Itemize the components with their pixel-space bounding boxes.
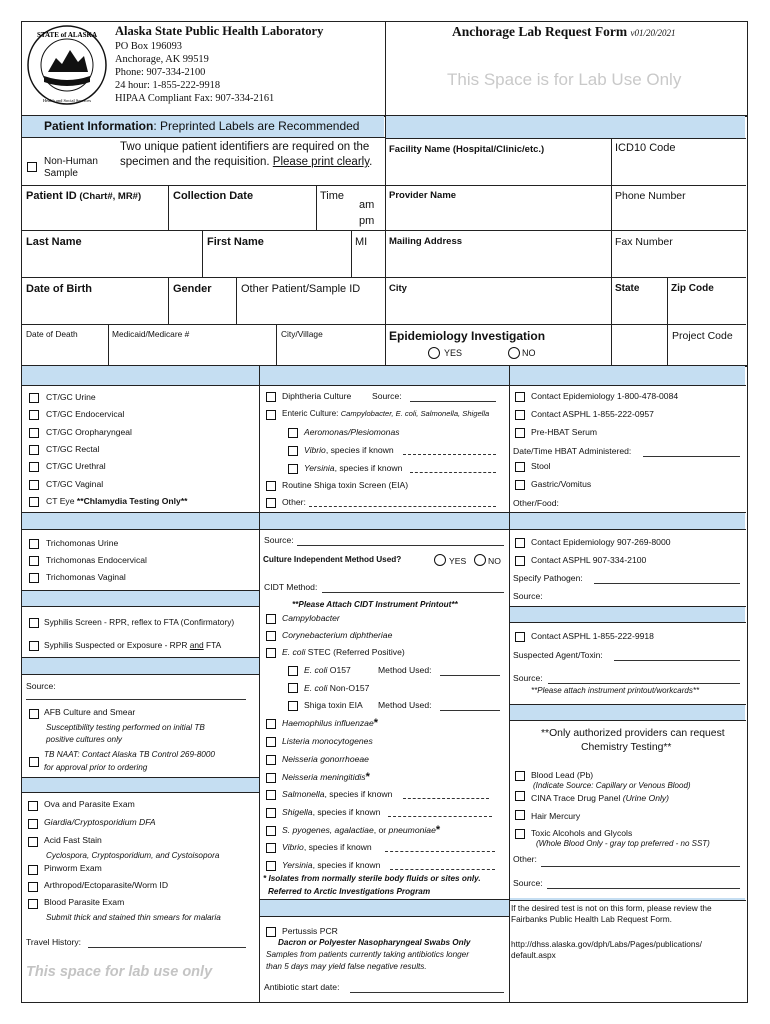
ecoli-non-o157-checkbox[interactable] bbox=[288, 683, 298, 693]
yersinia-2-checkbox[interactable] bbox=[266, 861, 276, 871]
other-food-label: Other/Food: bbox=[513, 498, 559, 508]
col2-other-label: Other: bbox=[282, 497, 306, 507]
yersinia-2-label: Yersinia, species if known bbox=[282, 860, 381, 870]
authorized-note-2: Chemistry Testing** bbox=[581, 742, 672, 753]
address-line-1: PO Box 196093 bbox=[115, 41, 182, 52]
enteric-label: Enteric Culture: Campylobacter, E. coli, Salmonella, Shigella bbox=[282, 409, 490, 418]
sterile-note-1: * Isolates from normally sterile body fluids or sites only. bbox=[263, 874, 481, 883]
phone-number-label: Phone Number bbox=[615, 190, 686, 202]
strep-checkbox[interactable] bbox=[266, 826, 276, 836]
desired-note-2: Fairbanks Public Health Lab Request Form. bbox=[511, 914, 672, 924]
epi-yes-label: YES bbox=[444, 348, 463, 358]
ctgc-endocervical-label: CT/GC Endocervical bbox=[46, 409, 125, 419]
shigella-checkbox[interactable] bbox=[266, 808, 276, 818]
lab-use-text: This Space is for Lab Use Only bbox=[447, 70, 682, 89]
gastric-label: Gastric/Vomitus bbox=[531, 479, 592, 489]
afb-checkbox[interactable] bbox=[29, 709, 39, 719]
contact-asphl-2-checkbox[interactable] bbox=[515, 556, 525, 566]
campy-checkbox[interactable] bbox=[266, 614, 276, 624]
giardia-label: Giardia/Cryptosporidium DFA bbox=[44, 817, 156, 827]
aeromonas-checkbox[interactable] bbox=[288, 428, 298, 438]
hair-mercury-label: Hair Mercury bbox=[531, 811, 581, 821]
non-human-checkbox[interactable] bbox=[27, 162, 37, 172]
city-village-label: City/Village bbox=[281, 329, 323, 339]
acid-fast-checkbox[interactable] bbox=[28, 837, 38, 847]
mi-label: MI bbox=[355, 236, 368, 248]
salmonella-label: Salmonella, species if known bbox=[282, 789, 393, 799]
patient-id-label: Patient ID (Chart#, MR#) bbox=[26, 190, 142, 202]
contact-epi-2-checkbox[interactable] bbox=[515, 538, 525, 548]
trich-urine-label: Trichomonas Urine bbox=[46, 538, 119, 548]
gastric-checkbox[interactable] bbox=[515, 480, 525, 490]
pertussis-checkbox[interactable] bbox=[266, 927, 276, 937]
vibrio-2-label: Vibrio, species if known bbox=[282, 842, 372, 852]
alaska-seal-icon bbox=[26, 24, 108, 106]
contact-asphl-2-label: Contact ASPHL 907-334-2100 bbox=[531, 555, 647, 565]
authorized-note-1: **Only authorized providers can request bbox=[541, 728, 725, 739]
patient-section-title: Patient Information: Preprinted Labels are Recommended bbox=[44, 119, 360, 133]
meningitidis-label: Neisseria meningitidis* bbox=[282, 771, 370, 783]
method-used-label-1: Method Used: bbox=[378, 665, 432, 675]
method-used-label-2: Method Used: bbox=[378, 700, 432, 710]
ct-eye-label: CT Eye **Chlamydia Testing Only** bbox=[46, 496, 188, 506]
col3-other-label: Other: bbox=[513, 854, 537, 864]
cidt-method-label: CIDT Method: bbox=[264, 582, 318, 592]
toxic-alcohols-checkbox[interactable] bbox=[515, 829, 525, 839]
icd10-label: ICD10 Code bbox=[615, 142, 676, 154]
fax-line: HIPAA Compliant Fax: 907-334-2161 bbox=[115, 93, 275, 104]
shigella-label: Shigella, species if known bbox=[282, 807, 381, 817]
aeromonas-label: Aeromonas/Plesiomonas bbox=[304, 427, 400, 437]
dob-label: Date of Birth bbox=[26, 283, 92, 295]
pinworm-label: Pinworm Exam bbox=[44, 863, 102, 873]
epi-no-label: NO bbox=[522, 348, 536, 358]
ecoli-non-o157-label: E. coli Non-O157 bbox=[304, 683, 370, 693]
gender-label: Gender bbox=[173, 283, 212, 295]
tb-naat-checkbox[interactable] bbox=[29, 757, 39, 767]
cidt-yes-label: YES bbox=[449, 556, 467, 566]
hair-mercury-checkbox[interactable] bbox=[515, 810, 525, 820]
epi-yes-radio[interactable] bbox=[428, 347, 440, 359]
non-human-label: Non-Human Sample bbox=[44, 156, 98, 179]
pinworm-checkbox[interactable] bbox=[28, 865, 38, 875]
first-name-label: First Name bbox=[207, 236, 264, 248]
epi-no-radio[interactable] bbox=[508, 347, 520, 359]
contact-asphl-3-label: Contact ASPHL 1-855-222-9918 bbox=[531, 631, 654, 641]
pertussis-note-1: Dacron or Polyester Nasopharyngeal Swabs Only bbox=[278, 938, 471, 947]
am-label: am bbox=[359, 199, 375, 211]
lab-name: Alaska State Public Health Laboratory bbox=[115, 24, 324, 38]
form-version: v01/20/2021 bbox=[630, 28, 676, 38]
stool-label: Stool bbox=[531, 461, 551, 471]
ctgc-vaginal-label: CT/GC Vaginal bbox=[46, 479, 104, 489]
syphilis-suspected-checkbox[interactable] bbox=[29, 641, 39, 651]
ecoli-o157-checkbox[interactable] bbox=[288, 666, 298, 676]
blood-parasite-checkbox[interactable] bbox=[28, 899, 38, 909]
blood-parasite-note: Submit thick and stained thin smears for malaria bbox=[46, 913, 221, 922]
cidt-question: Culture Independent Method Used? bbox=[263, 555, 402, 564]
specify-pathogen-label: Specify Pathogen: bbox=[513, 573, 583, 583]
other-id-label: Other Patient/Sample ID bbox=[241, 283, 361, 295]
blood-lead-label: Blood Lead (Pb) bbox=[531, 770, 594, 780]
afb-label: AFB Culture and Smear bbox=[44, 707, 136, 717]
cina-checkbox[interactable] bbox=[515, 791, 525, 801]
toxic-alcohols-label: Toxic Alcohols and Glycols bbox=[531, 828, 633, 838]
col2-source-label: Source: bbox=[264, 535, 294, 545]
ecoli-stec-label: E. coli STEC (Referred Positive) bbox=[282, 647, 405, 657]
col3-source-label-1: Source: bbox=[513, 591, 543, 601]
identifiers-note-2: specimen and the requisition. Please print clearly. bbox=[120, 156, 373, 168]
gonorrhoeae-checkbox[interactable] bbox=[266, 755, 276, 765]
diphtheria-label: Diphtheria Culture bbox=[282, 391, 352, 401]
hbat-label: Date/Time HBAT Administered: bbox=[513, 446, 632, 456]
cidt-yes-radio[interactable] bbox=[434, 554, 446, 566]
stool-checkbox[interactable] bbox=[515, 462, 525, 472]
tb-naat-note-1: TB NAAT: Contact Alaska TB Control 269-8000 bbox=[44, 750, 215, 759]
medicaid-label: Medicaid/Medicare # bbox=[112, 329, 190, 339]
pre-hbat-checkbox[interactable] bbox=[515, 428, 525, 438]
diphtheria-source-line[interactable] bbox=[410, 401, 496, 402]
provider-label: Provider Name bbox=[389, 190, 457, 201]
gonorrhoeae-label: Neisseria gonorrhoeae bbox=[282, 754, 369, 764]
ct-eye-checkbox[interactable] bbox=[29, 497, 39, 507]
coryne-checkbox[interactable] bbox=[266, 631, 276, 641]
shiga-toxin-label: Shiga toxin EIA bbox=[304, 700, 363, 710]
dod-label: Date of Death bbox=[26, 329, 78, 339]
trich-vaginal-checkbox[interactable] bbox=[29, 573, 39, 583]
pre-hbat-label: Pre-HBAT Serum bbox=[531, 427, 598, 437]
haemophilus-label: Haemophilus influenzae* bbox=[282, 717, 379, 729]
salmonella-checkbox[interactable] bbox=[266, 790, 276, 800]
syphilis-suspected-label: Syphilis Suspected or Exposure - RPR and FTA bbox=[44, 640, 222, 650]
yersinia-label: Yersinia, species if known bbox=[304, 463, 403, 473]
project-code-label: Project Code bbox=[672, 330, 733, 342]
phone-line: Phone: 907-334-2100 bbox=[115, 67, 206, 78]
trich-endocervical-label: Trichomonas Endocervical bbox=[46, 555, 147, 565]
ctgc-rectal-label: CT/GC Rectal bbox=[46, 444, 100, 454]
col1-lab-only-text: This space for lab use only bbox=[26, 964, 213, 980]
cyclo-label: Cyclospora, Cryptosporidium, and Cystoisopora bbox=[46, 851, 220, 860]
desired-note-1: If the desired test is not on this form, please review the bbox=[511, 903, 712, 913]
toxic-alcohols-note: (Whole Blood Only - gray top preferred - no SST) bbox=[536, 839, 710, 848]
syphilis-screen-label: Syphilis Screen - RPR, reflex to FTA (Confirmatory) bbox=[44, 617, 235, 627]
listeria-label: Listeria monocytogenes bbox=[282, 736, 373, 746]
haemophilus-checkbox[interactable] bbox=[266, 719, 276, 729]
identifiers-note-1: Two unique patient identifiers are required on the bbox=[120, 141, 370, 153]
strep-label: S. pyogenes, agalactiae, or pneumoniae* bbox=[282, 824, 441, 836]
ova-checkbox[interactable] bbox=[28, 801, 38, 811]
mailing-label: Mailing Address bbox=[389, 236, 463, 247]
pertussis-note-3: than 5 days may yield false negative results. bbox=[266, 962, 427, 971]
campy-label: Campylobacter bbox=[282, 613, 340, 623]
ova-label: Ova and Parasite Exam bbox=[44, 799, 135, 809]
giardia-checkbox[interactable] bbox=[28, 819, 38, 829]
blood-lead-checkbox[interactable] bbox=[515, 771, 525, 781]
attach-printout-note: **Please attach instrument printout/workcards** bbox=[531, 686, 700, 695]
last-name-label: Last Name bbox=[26, 236, 82, 248]
svg-text:STATE of ALASKA: STATE of ALASKA bbox=[36, 31, 98, 39]
yersinia-checkbox[interactable] bbox=[288, 464, 298, 474]
meningitidis-checkbox[interactable] bbox=[266, 773, 276, 783]
col1-source-line[interactable] bbox=[26, 699, 246, 700]
syphilis-screen-checkbox[interactable] bbox=[29, 618, 39, 628]
ctgc-vaginal-checkbox[interactable] bbox=[29, 480, 39, 490]
ctgc-urine-label: CT/GC Urine bbox=[46, 392, 96, 402]
contact-asphl-3-checkbox[interactable] bbox=[515, 632, 525, 642]
afb-note-1: Susceptibility testing performed on initial TB bbox=[46, 723, 205, 732]
tb-naat-note-2: for approval prior to ordering bbox=[44, 763, 148, 772]
enteric-checkbox[interactable] bbox=[266, 410, 276, 420]
shiga-screen-checkbox[interactable] bbox=[266, 481, 276, 491]
contact-epi-1-checkbox[interactable] bbox=[515, 392, 525, 402]
collection-date-label: Collection Date bbox=[173, 190, 254, 202]
address-line-2: Anchorage, AK 99519 bbox=[115, 54, 209, 65]
hour24-line: 24 hour: 1-855-222-9918 bbox=[115, 80, 221, 91]
vibrio-checkbox[interactable] bbox=[288, 446, 298, 456]
ctgc-oropharyngeal-checkbox[interactable] bbox=[29, 428, 39, 438]
cidt-no-label: NO bbox=[488, 556, 501, 566]
diphtheria-checkbox[interactable] bbox=[266, 392, 276, 402]
arthropod-label: Arthropod/Ectoparasite/Worm ID bbox=[44, 880, 169, 890]
suspected-agent-label: Suspected Agent/Toxin: bbox=[513, 650, 603, 660]
travel-history-line[interactable] bbox=[88, 947, 246, 948]
pertussis-note-2: Samples from patients currently taking antibiotics longer bbox=[266, 950, 469, 959]
ecoli-stec-checkbox[interactable] bbox=[266, 648, 276, 658]
diphtheria-source-label: Source: bbox=[372, 391, 402, 401]
contact-epi-2-label: Contact Epidemiology 907-269-8000 bbox=[531, 537, 671, 547]
ctgc-rectal-checkbox[interactable] bbox=[29, 445, 39, 455]
contact-asphl-1-label: Contact ASPHL 1-855-222-0957 bbox=[531, 409, 654, 419]
blood-lead-note: (Indicate Source: Capillary or Venous Blood) bbox=[533, 781, 691, 790]
epi-label: Epidemiology Investigation bbox=[389, 329, 546, 343]
ecoli-o157-label: E. coli O157 bbox=[304, 665, 351, 675]
zip-label: Zip Code bbox=[671, 283, 714, 294]
fairbanks-url-2[interactable]: default.aspx bbox=[511, 950, 556, 960]
shiga-toxin-checkbox[interactable] bbox=[288, 701, 298, 711]
pm-label: pm bbox=[359, 215, 375, 227]
trich-endocervical-checkbox[interactable] bbox=[29, 556, 39, 566]
listeria-checkbox[interactable] bbox=[266, 737, 276, 747]
time-label: Time bbox=[320, 190, 345, 202]
travel-history-label: Travel History: bbox=[26, 937, 82, 947]
state-label: State bbox=[615, 283, 640, 294]
acid-fast-label: Acid Fast Stain bbox=[44, 835, 102, 845]
shiga-screen-label: Routine Shiga toxin Screen (EIA) bbox=[282, 480, 409, 490]
fax-number-label: Fax Number bbox=[615, 236, 673, 248]
afb-note-2: positive cultures only bbox=[46, 735, 122, 744]
trich-vaginal-label: Trichomonas Vaginal bbox=[46, 572, 126, 582]
coryne-label: Corynebacterium diphtheriae bbox=[282, 630, 393, 640]
ctgc-urethral-checkbox[interactable] bbox=[29, 462, 39, 472]
city-label: City bbox=[389, 283, 407, 294]
blood-parasite-label: Blood Parasite Exam bbox=[44, 897, 125, 907]
form-title: Anchorage Lab Request Form v01/20/2021 bbox=[452, 24, 676, 39]
contact-asphl-1-checkbox[interactable] bbox=[515, 410, 525, 420]
cidt-no-radio[interactable] bbox=[474, 554, 486, 566]
trich-urine-checkbox[interactable] bbox=[29, 539, 39, 549]
arthropod-checkbox[interactable] bbox=[28, 882, 38, 892]
col3-source-label-2: Source: bbox=[513, 673, 543, 683]
cidt-attach-note: **Please Attach CIDT Instrument Printout** bbox=[292, 600, 458, 609]
facility-name-label: Facility Name (Hospital/Clinic/etc.) bbox=[389, 144, 545, 155]
antibiotic-label: Antibiotic start date: bbox=[264, 982, 340, 992]
vibrio-label: Vibrio, species if known bbox=[304, 445, 394, 455]
cina-label: CINA Trace Drug Panel (Urine Only) bbox=[531, 793, 670, 803]
col3-source-label-3: Source: bbox=[513, 878, 543, 888]
col2-other-checkbox[interactable] bbox=[266, 498, 276, 508]
fairbanks-url-1[interactable]: http://dhss.alaska.gov/dph/Labs/Pages/publications/ bbox=[511, 939, 702, 949]
col1-source-label: Source: bbox=[26, 681, 56, 691]
ctgc-oropharyngeal-label: CT/GC Oropharyngeal bbox=[46, 427, 132, 437]
pertussis-label: Pertussis PCR bbox=[282, 926, 338, 936]
sterile-note-2: Referred to Arctic Investigations Program bbox=[268, 887, 431, 896]
ctgc-urine-checkbox[interactable] bbox=[29, 393, 39, 403]
contact-epi-1-label: Contact Epidemiology 1-800-478-0084 bbox=[531, 391, 679, 401]
ctgc-urethral-label: CT/GC Urethral bbox=[46, 461, 106, 471]
vibrio-2-checkbox[interactable] bbox=[266, 843, 276, 853]
svg-text:Health and Social Services: Health and Social Services bbox=[42, 98, 92, 103]
ctgc-endocervical-checkbox[interactable] bbox=[29, 410, 39, 420]
